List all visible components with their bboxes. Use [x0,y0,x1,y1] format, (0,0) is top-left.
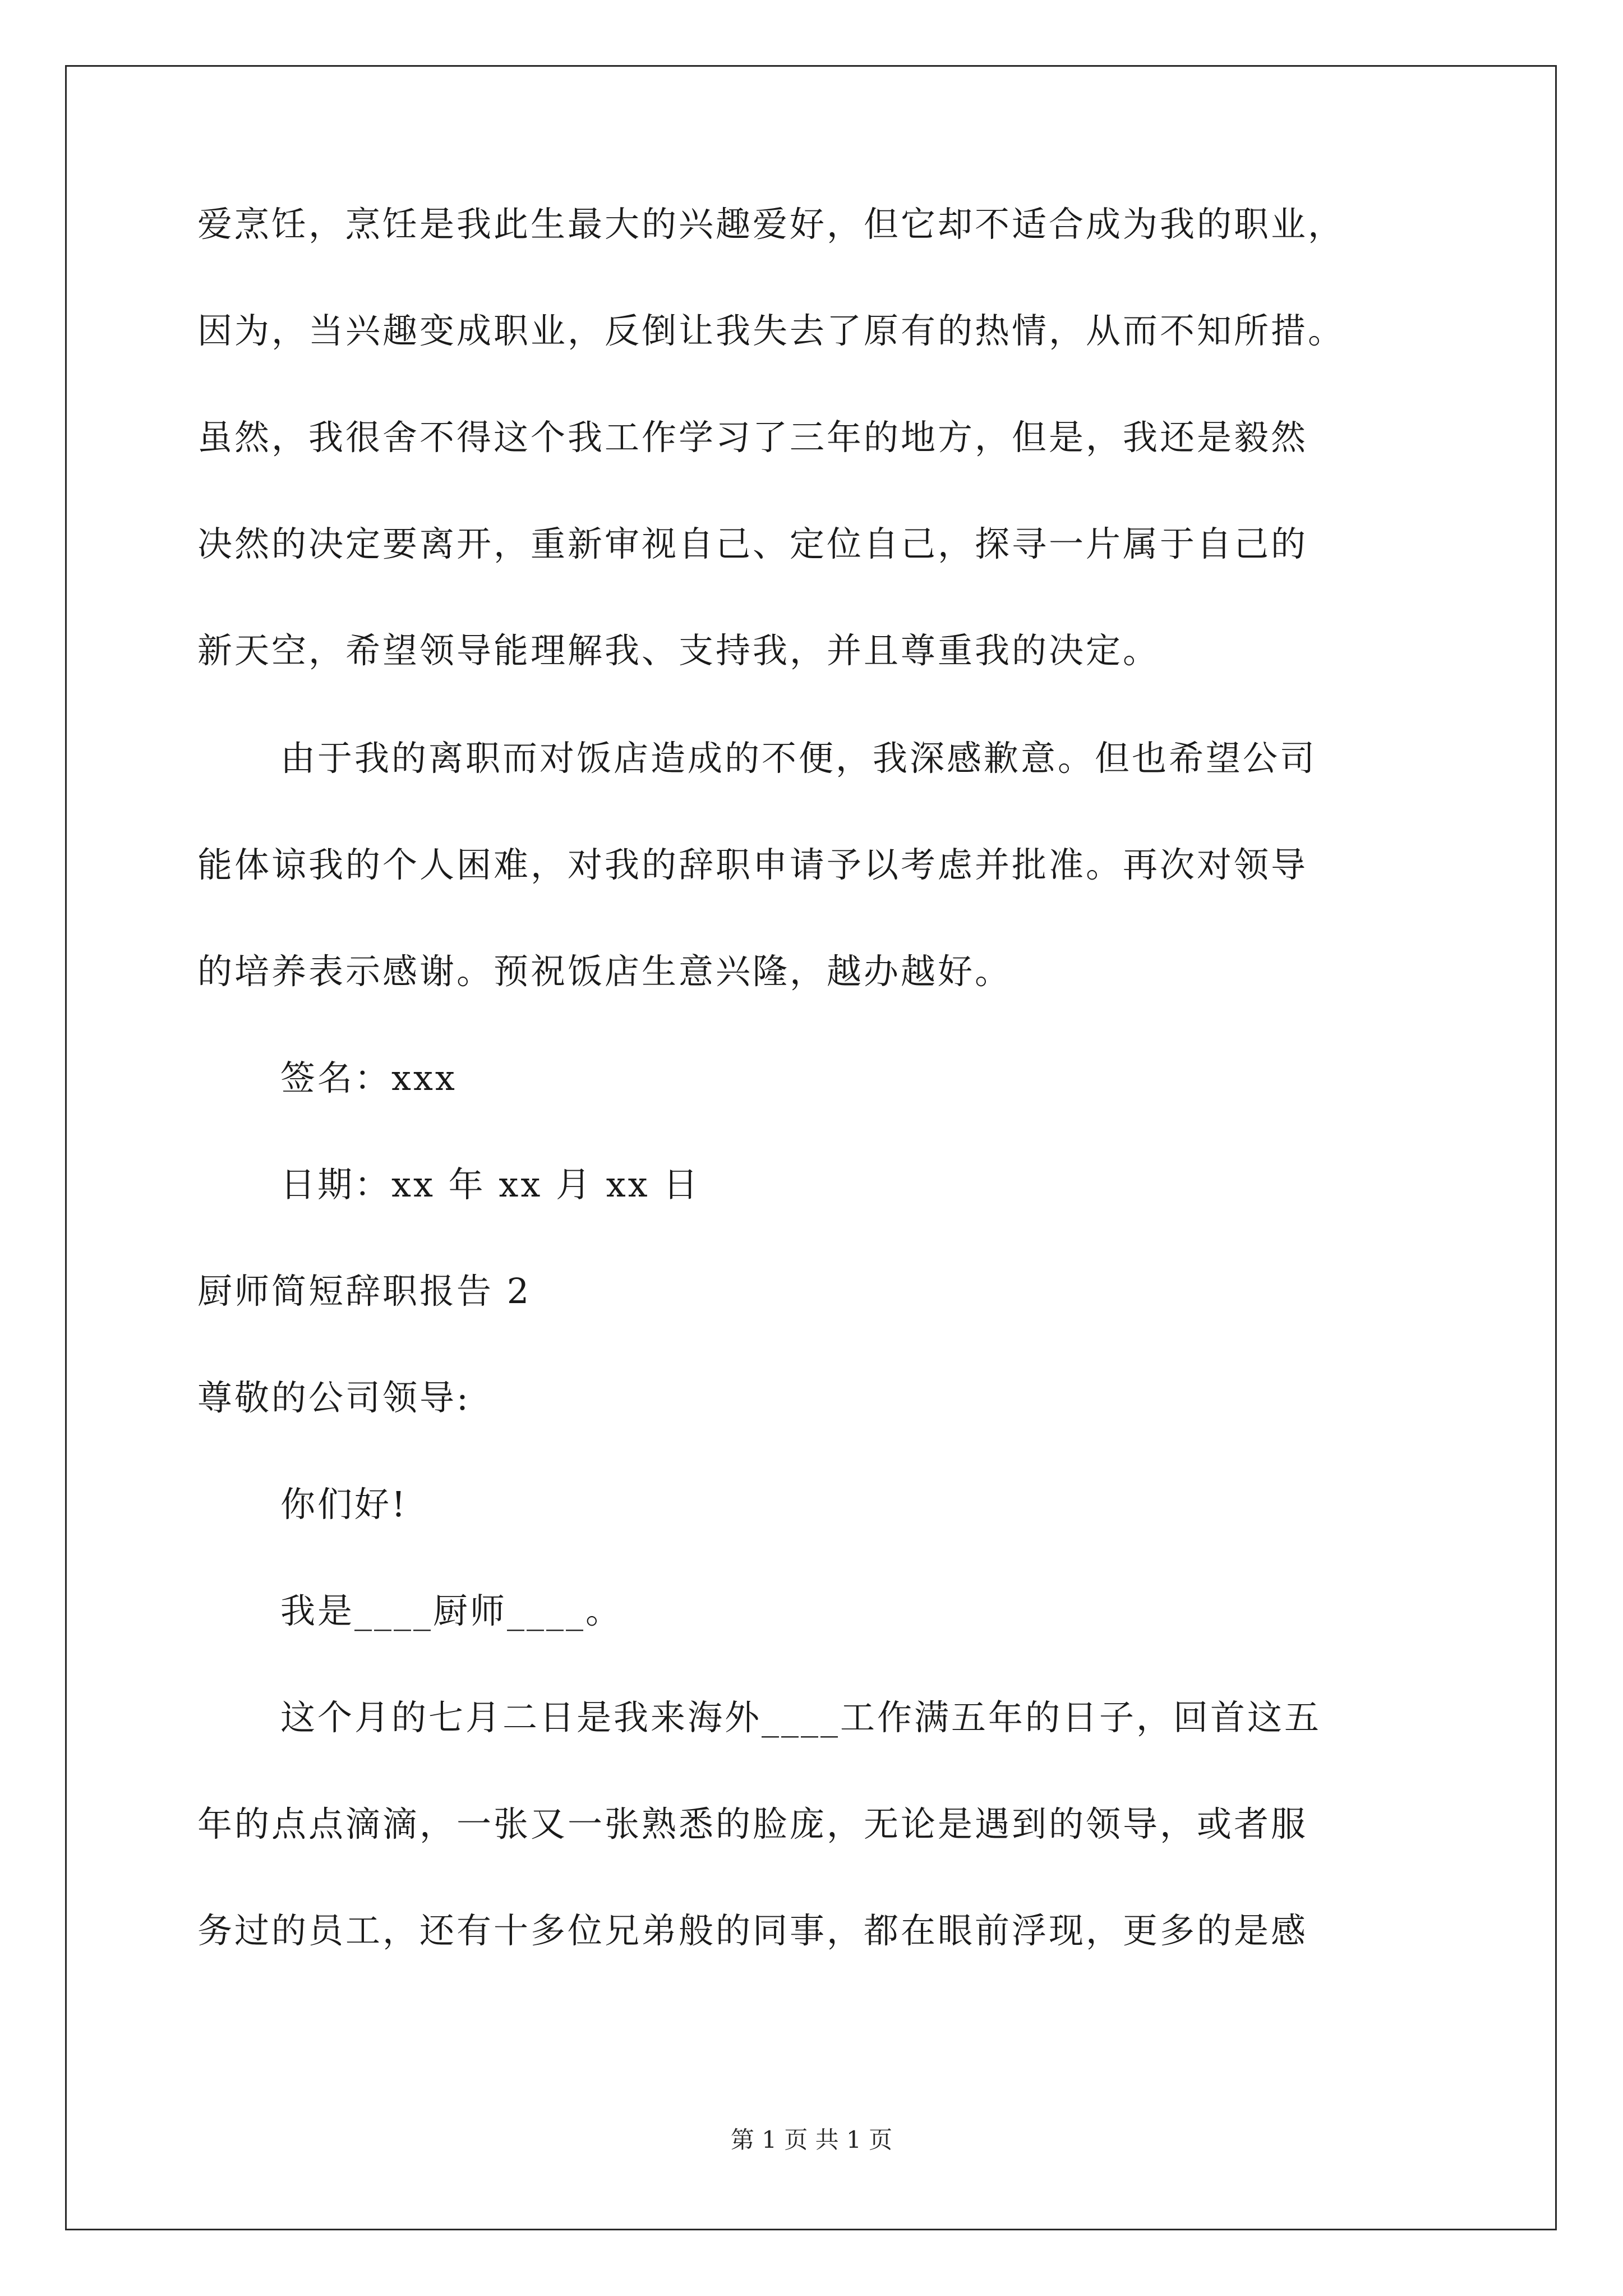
paragraph-line: 这个月的七月二日是我来海外____工作满五年的日子，回首这五 [280,1697,1322,1738]
paragraph-line: 新天空，希望领导能理解我、支持我，并且尊重我的决定。 [197,630,1160,671]
page-footer: 第 1 页 共 1 页 [730,2126,893,2154]
page-frame [65,65,1557,2230]
paragraph-line: 能体谅我的个人困难，对我的辞职申请予以考虑并批准。再次对领导 [197,844,1308,885]
paragraph-line: 决然的决定要离开，重新审视自己、定位自己，探寻一片属于自己的 [197,523,1308,564]
salutation: 尊敬的公司领导: [197,1377,471,1418]
greeting: 你们好! [280,1484,408,1525]
paragraph-line: 由于我的离职而对饭店造成的不便，我深感歉意。但也希望公司 [280,738,1317,779]
paragraph-line: 虽然，我很舍不得这个我工作学习了三年的地方，但是，我还是毅然 [197,417,1308,458]
paragraph-line: 的培养表示感谢。预祝饭店生意兴隆，越办越好。 [197,951,1012,992]
section-title: 厨师简短辞职报告 2 [197,1271,532,1312]
signature-line: 签名：xxx [280,1057,457,1098]
paragraph-line: 我是____厨师____。 [280,1590,623,1631]
paragraph-line: 爱烹饪，烹饪是我此生最大的兴趣爱好，但它却不适合成为我的职业， [197,204,1345,245]
date-line: 日期：xx 年 xx 月 xx 日 [280,1164,700,1205]
paragraph-line: 因为，当兴趣变成职业，反倒让我失去了原有的热情，从而不知所措。 [197,310,1345,351]
paragraph-line: 务过的员工，还有十多位兄弟般的同事，都在眼前浮现，更多的是感 [197,1910,1308,1951]
paragraph-line: 年的点点滴滴，一张又一张熟悉的脸庞，无论是遇到的领导，或者服 [197,1803,1308,1844]
